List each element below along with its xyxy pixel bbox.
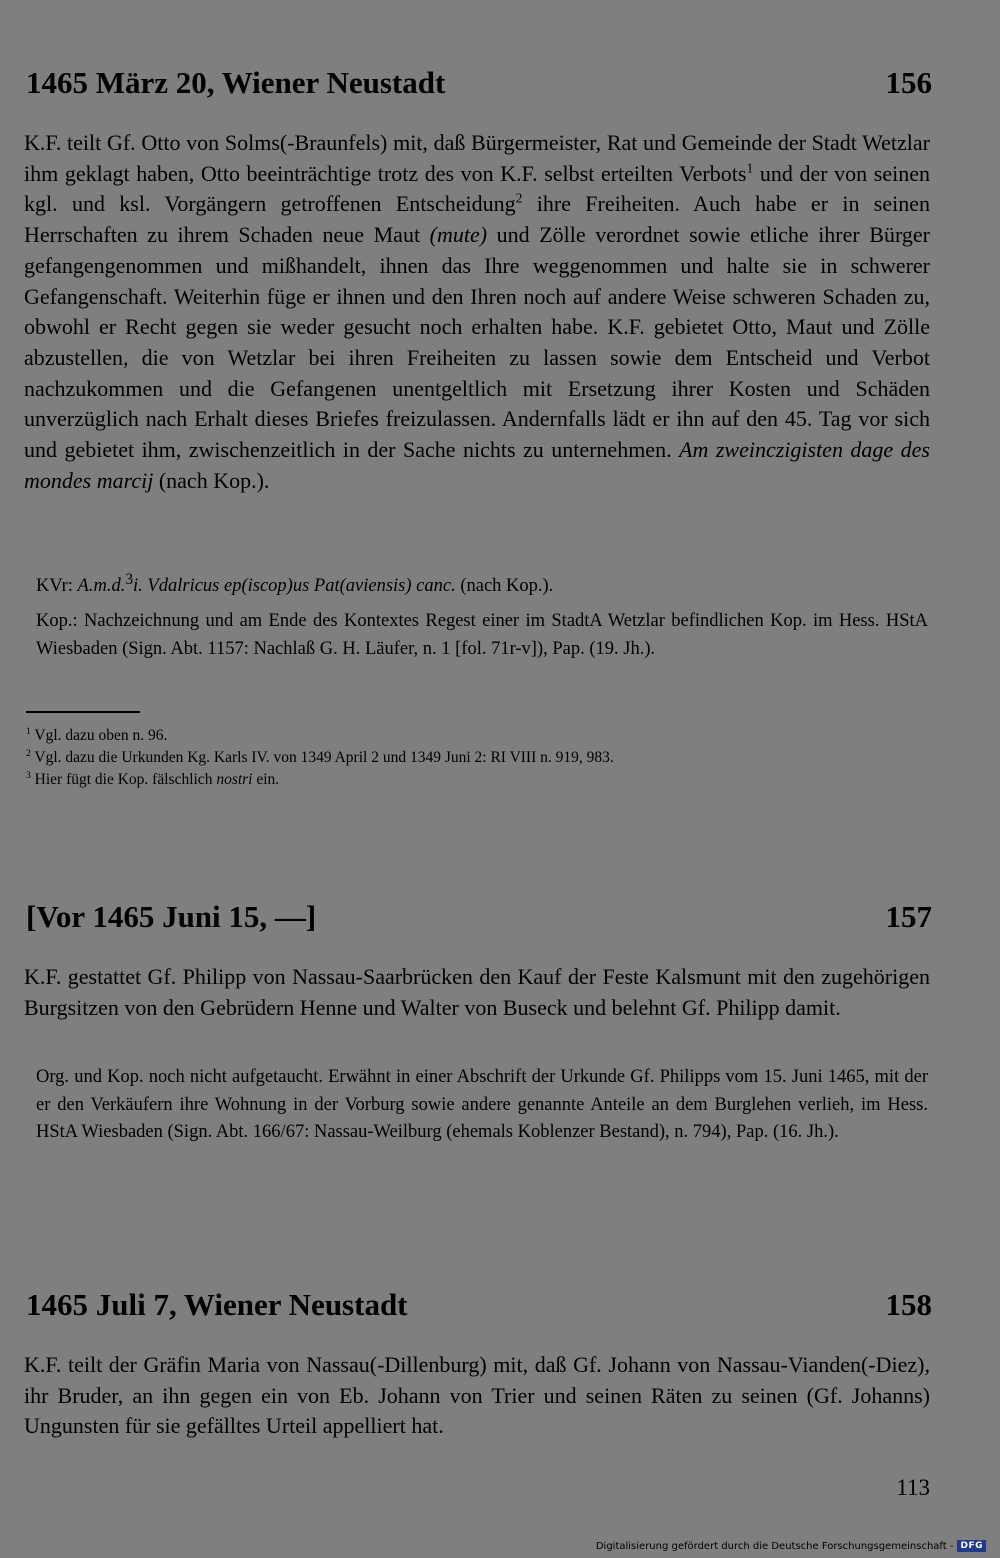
- credit-text: Digitalisierung gefördert durch die Deutsche Forschungsgemeinschaft -: [595, 1540, 954, 1552]
- entry-156-regest: K.F. teilt Gf. Otto von Solms(-Braunfels) mit, daß Bürgermeister, Rat und Gemeinde der Stadt Wetzlar ihm geklagt haben, Otto beeinträchtige trotz des von K.F. selbst erteilten Verbots$^1$ und der von seinen kgl. und ksl. Vorgängern getroffenen Entscheidung$^2$ ihre Freiheiten. Auch habe er in seinen Herrschaften zu ihrem Schaden neue Maut (mute) und Zölle verordnet sowie etliche ihrer Bürger gefangengenommen und mißhandelt, ihnen das Ihre weggenommen und halte sie in schwerer Gefangenschaft. Weiterhin füge er ihnen und den Ihren noch auf andere Weise schweren Schaden zu, obwohl er Recht gegen sie weder gesucht noch erhalten habe. K.F. gebietet Otto, Maut und Zölle abzustellen, die von Wetzlar bei ihren Freiheiten zu lassen sowie dem Entscheid und Verbot nachzukommen und die Gefangenen unentgeltlich mit Ersetzung ihrer Kosten und Schäden unverzüglich nach Erhalt dieses Briefes freizulassen. Andernfalls lädt er ihn auf den 45. Tag vor sich und gebietet ihm, zwischenzeitlich in der Sache nichts zu unternehmen. Am zweinczigisten dage des mondes marcij (nach Kop.).: [24, 130, 930, 493]
- entry-number: 157: [885, 899, 932, 934]
- entry-number: 158: [885, 1287, 932, 1322]
- footnote-ref-1: 1: [746, 160, 754, 176]
- footnote-3: $^3$ Hier fügt die Kop. fälschlich nostri ein.: [26, 769, 280, 788]
- entry-157-note: Org. und Kop. noch nicht aufgetaucht. Erwähnt in einer Abschrift der Urkunde Gf. Philipps vom 15. Juni 1465, mit der er den Verkäufern ihre Wohnung in der Vorburg sowie andere genannte Anteile an dem Burglehen verlieh, im Hess. HStA Wiesbaden (Sign. Abt. 166/67: Nassau-Weilburg (ehemals Koblenzer Bestand), n. 794), Pap. (16. Jh.).: [36, 1067, 928, 1142]
- entry-157-heading: [26, 898, 932, 936]
- quoted-date: Am zweinczigisten dage des mondes marcij: [24, 437, 930, 493]
- entry-156-kvr: KVr: A.m.d.$^3$i. Vdalricus ep(iscop)us Pat(aviensis) canc. (nach Kop.).: [36, 571, 554, 597]
- footnote-1: $^1$ Vgl. dazu oben n. 96.: [26, 725, 168, 744]
- footnote-ref-2: 2: [515, 191, 523, 207]
- entry-date: [Vor 1465 Juni 15, —]: [26, 899, 317, 934]
- entry-156-heading: [26, 64, 932, 102]
- entry-number: 156: [885, 65, 932, 100]
- footnote-divider: [26, 711, 140, 713]
- page-number: 113: [896, 1475, 930, 1500]
- entry-158-regest: K.F. teilt der Gräfin Maria von Nassau(-Dillenburg) mit, daß Gf. Johann von Nassau-Vianden(-Diez), ihr Bruder, an ihn gegen ein von Eb. Johann von Trier und seinen Räten zu seinen (Gf. Johanns) Ungunsten für sie gefälltes Urteil appelliert hat.: [24, 1352, 930, 1439]
- entry-158-heading: [26, 1286, 932, 1324]
- footnote-ref-3: 3: [125, 571, 134, 588]
- entry-date: 1465 März 20, Wiener Neustadt: [26, 65, 446, 100]
- digitization-credit: [596, 1540, 986, 1552]
- entry-157-regest: K.F. gestattet Gf. Philipp von Nassau-Saarbrücken den Kauf der Feste Kalsmunt mit den zugehörigen Burgsitzen von den Gebrüdern Henne und Walter von Buseck und belehnt Gf. Philipp damit.: [24, 964, 930, 1020]
- entry-156-kop: Kop.: Nachzeichnung und am Ende des Kontextes Regest einer im StadtA Wetzlar befindlichen Kop. im Hess. HStA Wiesbaden (Sign. Abt. 1157: Nachlaß G. H. Läufer, n. 1 [fol. 71r-v]), Pap. (19. Jh.).: [36, 611, 928, 659]
- entry-date: 1465 Juli 7, Wiener Neustadt: [26, 1287, 408, 1322]
- dfg-logo: DFG: [957, 1540, 986, 1552]
- footnote-2: $^2$ Vgl. dazu die Urkunden Kg. Karls IV. von 1349 April 2 und 1349 Juni 2: RI VIII n. 919, 983.: [26, 747, 614, 766]
